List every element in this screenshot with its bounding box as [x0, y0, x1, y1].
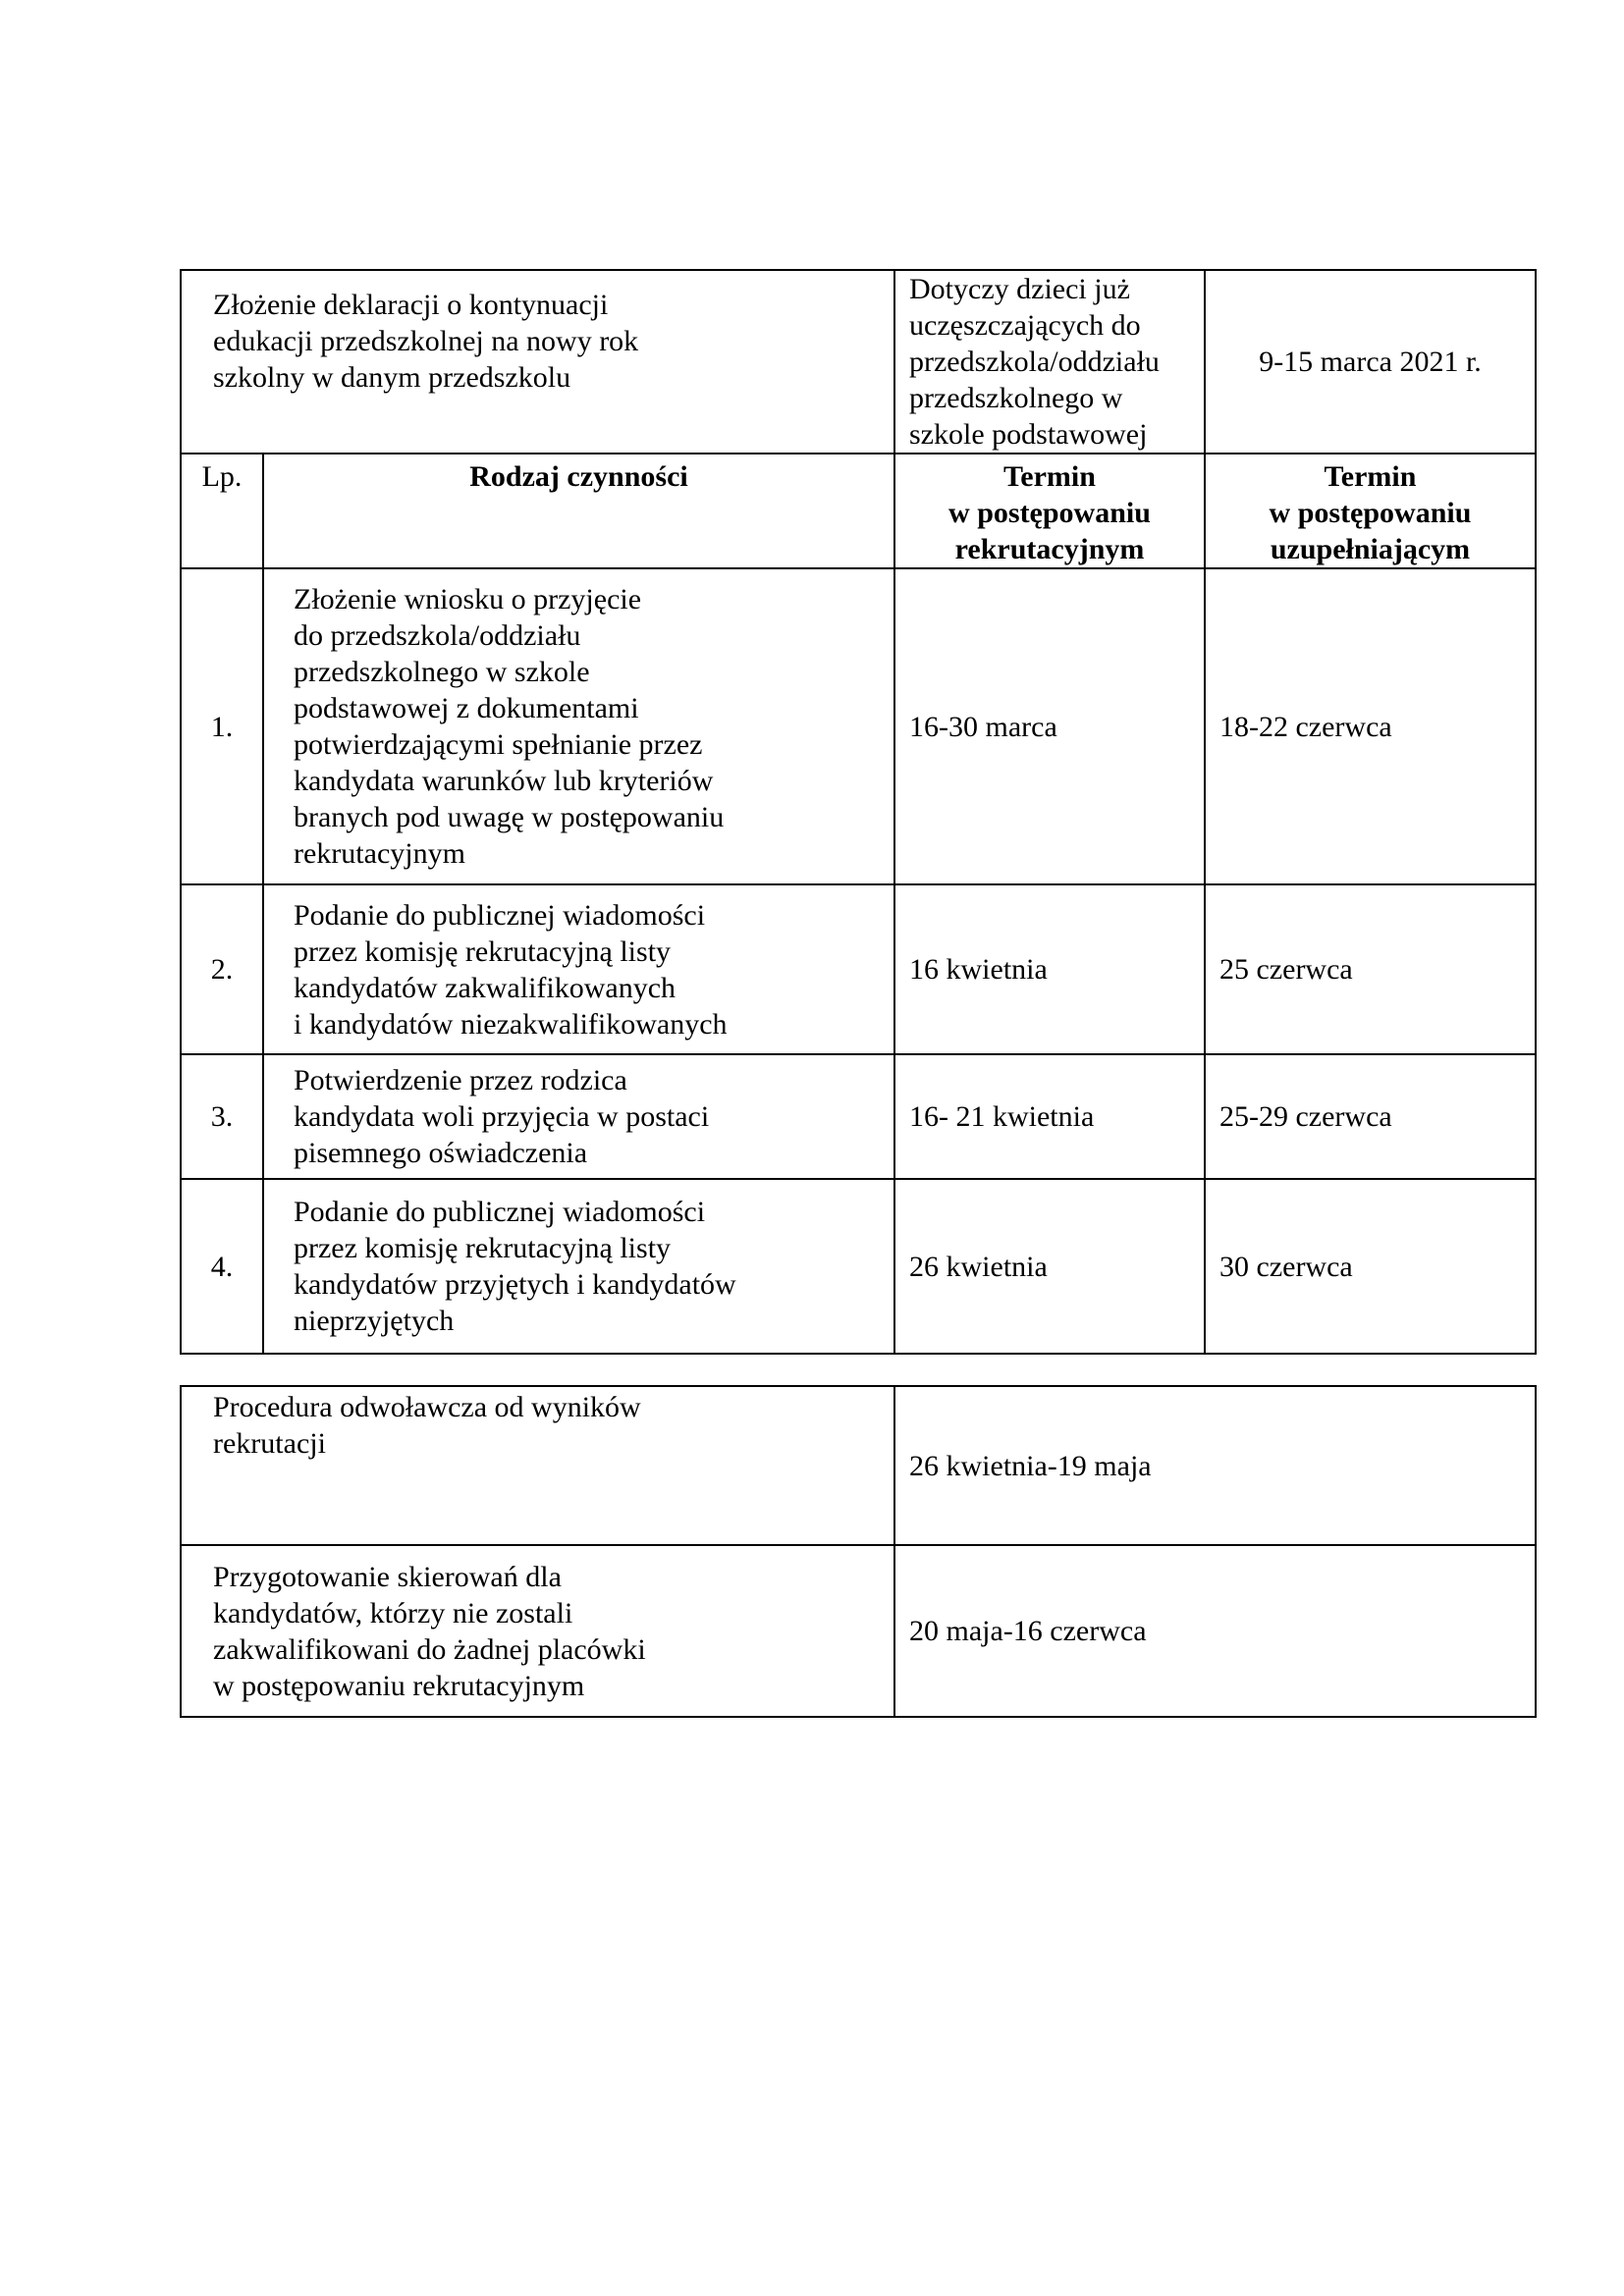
table-row	[181, 568, 1536, 884]
extra-activity: Procedura odwoławcza od wyników rekrutacji	[181, 1386, 894, 1545]
row-term-main: 16- 21 kwietnia	[894, 1054, 1205, 1179]
row-lp: 1.	[181, 568, 263, 884]
header-row	[181, 454, 1536, 568]
declaration-row	[181, 270, 1536, 454]
row-term-main: 16-30 marca	[894, 568, 1205, 884]
extra-term: 26 kwietnia-19 maja	[894, 1386, 1536, 1545]
row-activity: Złożenie wniosku o przyjęcie do przedszkola/oddziału przedszkolnego w szkole podstawowej z dokumentami potwierdzającymi spełnianie przez kandydata warunków lub kryteriów branych pod uwagę w postępowaniu rekrutacyjnym	[263, 568, 894, 884]
table-row	[181, 884, 1536, 1054]
row-term-supp: 25-29 czerwca	[1205, 1054, 1536, 1179]
row-term-main: 16 kwietnia	[894, 884, 1205, 1054]
extra-term: 20 maja-16 czerwca	[894, 1545, 1536, 1717]
row-lp: 4.	[181, 1179, 263, 1354]
header-term-supp: Termin w postępowaniu uzupełniającym	[1205, 454, 1536, 568]
header-lp: Lp.	[181, 454, 263, 568]
recruitment-schedule-table	[180, 269, 1537, 1355]
header-term-main: Termin w postępowaniu rekrutacyjnym	[894, 454, 1205, 568]
row-lp: 2.	[181, 884, 263, 1054]
row-activity: Potwierdzenie przez rodzica kandydata woli przyjęcia w postaci pisemnego oświadczenia	[263, 1054, 894, 1179]
table-row	[181, 1054, 1536, 1179]
row-term-supp: 25 czerwca	[1205, 884, 1536, 1054]
extra-activity: Przygotowanie skierowań dla kandydatów, którzy nie zostali zakwalifikowani do żadnej placówki w postępowaniu rekrutacyjnym	[181, 1545, 894, 1717]
row-term-main: 26 kwietnia	[894, 1179, 1205, 1354]
declaration-date: 9-15 marca 2021 r.	[1205, 270, 1536, 454]
header-activity: Rodzaj czynności	[263, 454, 894, 568]
row-activity: Podanie do publicznej wiadomości przez komisję rekrutacyjną listy kandydatów przyjętych i kandydatów nieprzyjętych	[263, 1179, 894, 1354]
row-lp: 3.	[181, 1054, 263, 1179]
table-row	[181, 1179, 1536, 1354]
appeal-procedure-table	[180, 1385, 1537, 1718]
row-term-supp: 30 czerwca	[1205, 1179, 1536, 1354]
declaration-applies-to: Dotyczy dzieci już uczęszczających do przedszkola/oddziału przedszkolnego w szkole podstawowej	[894, 270, 1205, 454]
table-row	[181, 1545, 1536, 1717]
row-activity: Podanie do publicznej wiadomości przez komisję rekrutacyjną listy kandydatów zakwalifikowanych i kandydatów niezakwalifikowanych	[263, 884, 894, 1054]
row-term-supp: 18-22 czerwca	[1205, 568, 1536, 884]
table-row	[181, 1386, 1536, 1545]
declaration-activity: Złożenie deklaracji o kontynuacji edukacji przedszkolnej na nowy rok szkolny w danym przedszkolu	[181, 270, 894, 454]
